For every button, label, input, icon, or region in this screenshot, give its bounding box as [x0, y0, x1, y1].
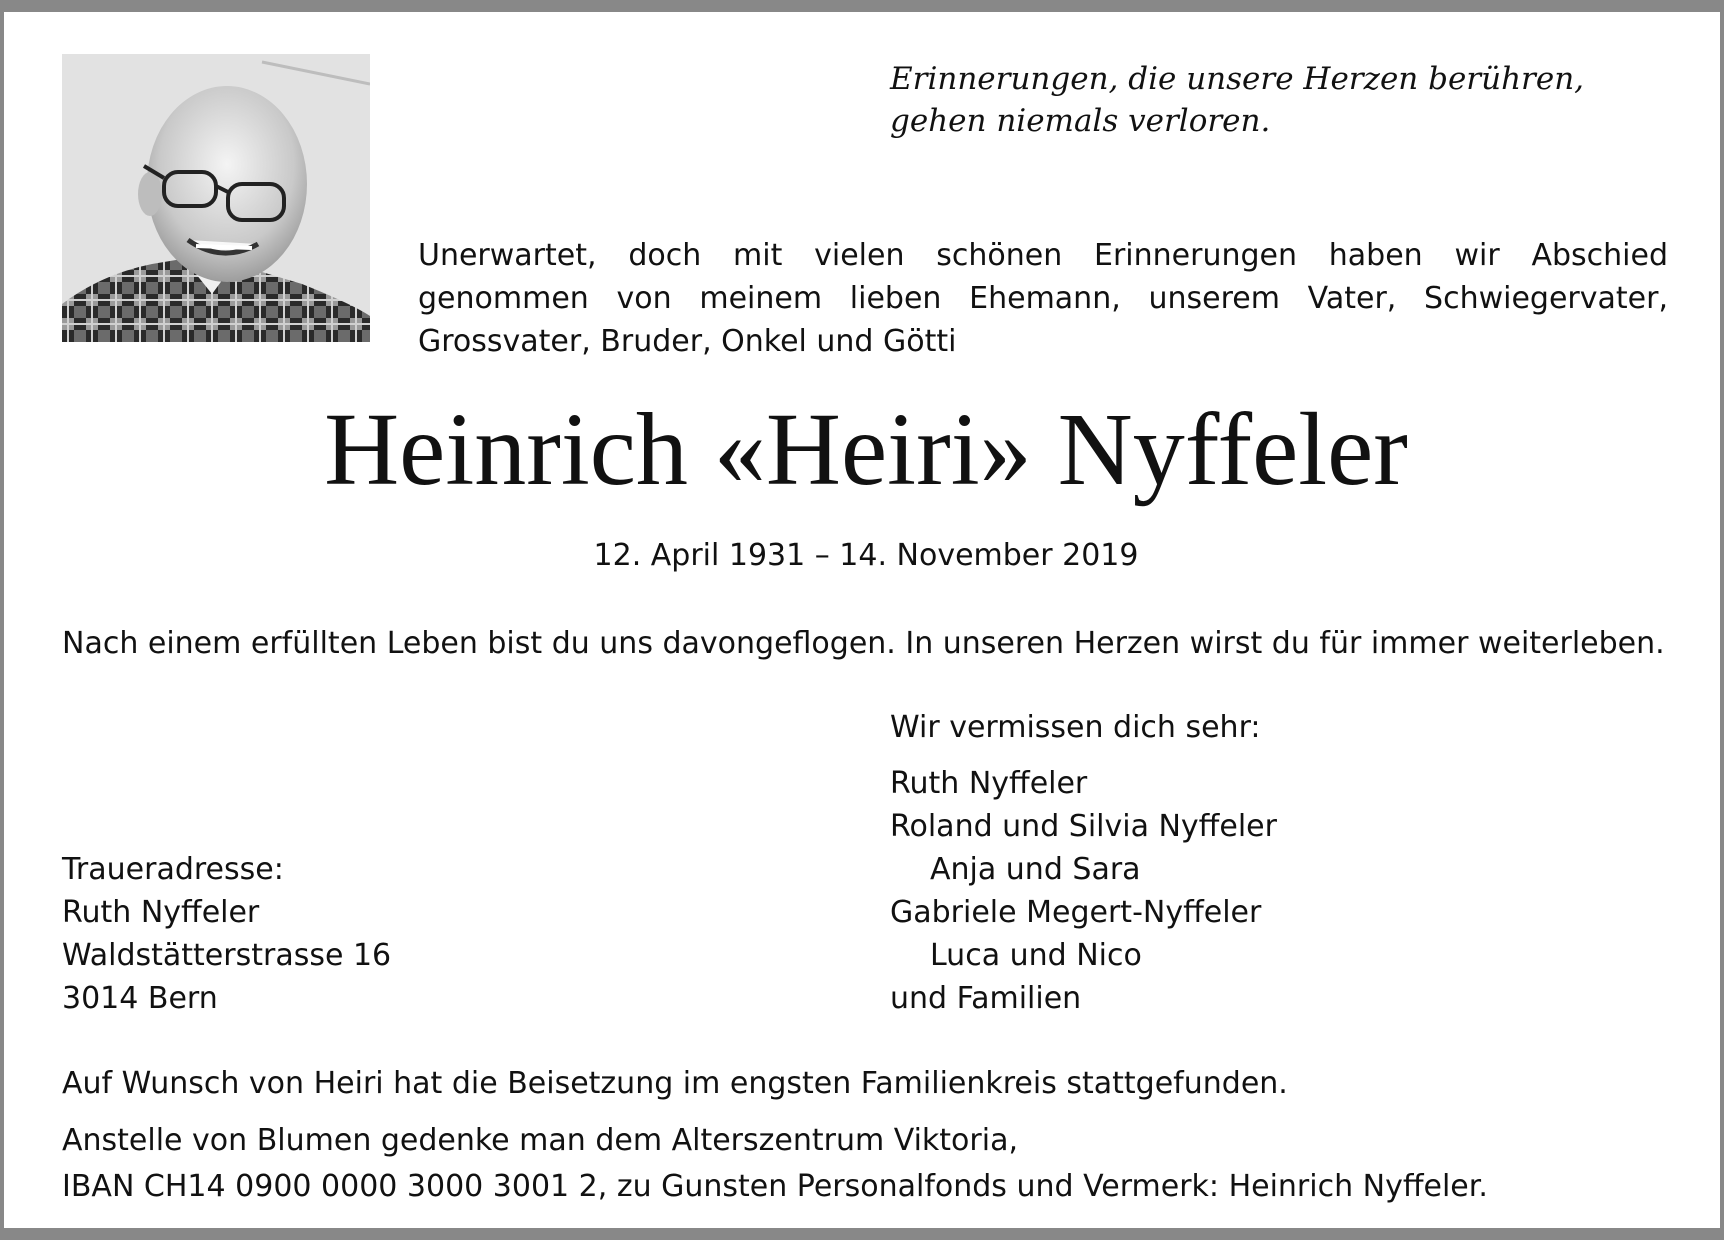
mourner-line: Luca und Nico: [930, 938, 1142, 973]
address-street: Waldstätterstrasse 16: [62, 938, 392, 973]
intro-text: Unerwartet, doch mit vielen schönen Erinnerungen haben wir Abschied genommen von meinem lieben Ehemann, unserem Vater, Schwiegervater, Grossvater, Bruder, Onkel und Götti: [418, 238, 1668, 359]
mourner-line: und Familien: [890, 981, 1082, 1016]
mourners-list: [890, 762, 1277, 1020]
motto-line: Erinnerungen, die unsere Herzen berühren,: [890, 61, 1585, 97]
portrait-illustration: [62, 54, 370, 342]
mourner-line: Anja und Sara: [930, 852, 1141, 887]
mourner-line: Roland und Silvia Nyffeler: [890, 809, 1277, 844]
deceased-name: Heinrich «Heiri» Nyffeler: [324, 392, 1408, 507]
donation-line: Anstelle von Blumen gedenke man dem Alterszentrum Viktoria,: [62, 1123, 1019, 1158]
memorial-motto: [890, 58, 1650, 142]
mourner-line: Gabriele Megert-Nyffeler: [890, 895, 1262, 930]
burial-note: Auf Wunsch von Heiri hat die Beisetzung im engsten Familienkreis stattgefunden.: [62, 1066, 1288, 1101]
mourner-line: Ruth Nyffeler: [890, 766, 1088, 801]
portrait-photo: [62, 54, 370, 342]
address-label: Traueradresse:: [62, 852, 284, 887]
mourning-address: [62, 848, 391, 1020]
motto-line: gehen niemals verloren.: [890, 103, 1271, 139]
life-dates: 12. April 1931 – 14. November 2019: [593, 538, 1139, 573]
donation-line: IBAN CH14 0900 0000 3000 3001 2, zu Gunsten Personalfonds und Vermerk: Heinrich Nyffeler.: [62, 1169, 1488, 1204]
address-city: 3014 Bern: [62, 981, 218, 1016]
mourners-intro: Wir vermissen dich sehr:: [890, 710, 1261, 745]
donation-note: [62, 1118, 1488, 1210]
farewell-text: Nach einem erfüllten Leben bist du uns davongeflogen. In unseren Herzen wirst du für immer weiterleben.: [62, 626, 1665, 661]
address-name: Ruth Nyffeler: [62, 895, 260, 930]
